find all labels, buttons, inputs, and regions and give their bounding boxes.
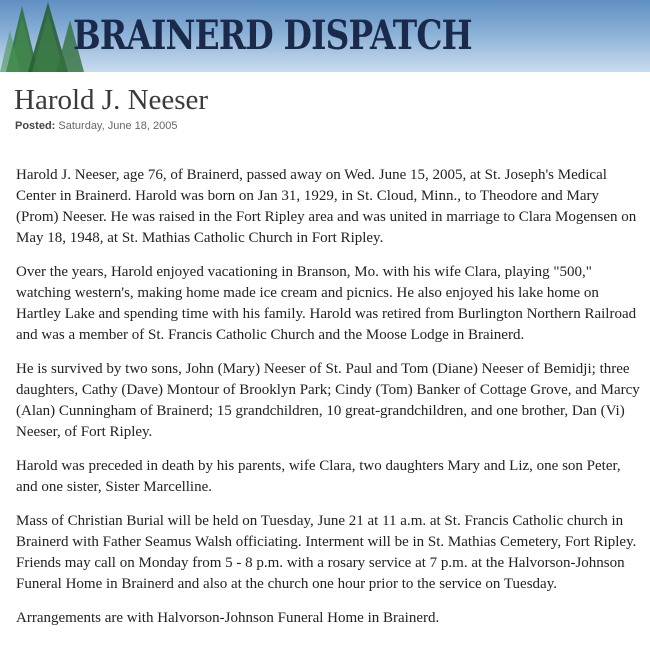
paragraph: Arrangements are with Halvorson-Johnson Funeral Home in Brainerd.	[16, 610, 440, 626]
posted-line	[15, 120, 177, 132]
paragraph: Mass of Christian Burial will be held on Tuesday, June 21 at 11 a.m. at St. Francis Catholic church in Brainerd with Father Seamus Walsh officiating. Interment will be in St. Mathias Cemetery, Fort Ripley. Friends may call on Monday from 5 - 8 p.m. with a rosary service at 7 p.m. at the Halvorson-Johnson Funeral Home in Brainerd and also at the church one hour prior to the service on Tuesday.	[16, 513, 637, 592]
paragraph: Harold J. Neeser, age 76, of Brainerd, passed away on Wed. June 15, 2005, at St. Joseph's Medical Center in Brainerd. Harold was born on Jan 31, 1929, in St. Cloud, Minn., to Theodore and Mary (Prom) Neeser. He was raised in the Fort Ripley area and was united in marriage to Clara Mogensen on May 18, 1948, at St. Mathias Catholic Church in Fort Ripley.	[16, 167, 637, 246]
posted-label: Posted:	[15, 120, 56, 132]
paragraph: Over the years, Harold enjoyed vacationing in Branson, Mo. with his wife Clara, playing "500," watching western's, making home made ice cream and picnics. He also enjoyed his lake home on Hartley Lake and spending time with his family. Harold was retired from Burlington Northern Railroad and was a member of St. Francis Catholic Church and the Moose Lodge in Brainerd.	[16, 264, 637, 343]
page-title: Harold J. Neeser	[14, 84, 209, 116]
posted-date: Saturday, June 18, 2005	[58, 120, 178, 132]
paragraph: Harold was preceded in death by his parents, wife Clara, two daughters Mary and Liz, one son Peter, and one sister, Sister Marcelline.	[16, 458, 621, 495]
paragraph: He is survived by two sons, John (Mary) Neeser of St. Paul and Tom (Diane) Neeser of Bemidji; three daughters, Cathy (Dave) Montour of Brooklyn Park; Cindy (Tom) Banker of Cottage Grove, and Marcy (Alan) Cunningham of Brainerd; 15 grandchildren, 10 great-grandchildren, and one brother, Dan (Vi) Neeser, of Fort Ripley.	[16, 361, 640, 440]
article-body	[16, 165, 642, 642]
masthead-banner	[0, 0, 650, 72]
masthead-title[interactable]: BRAINERD DISPATCH	[73, 12, 472, 59]
